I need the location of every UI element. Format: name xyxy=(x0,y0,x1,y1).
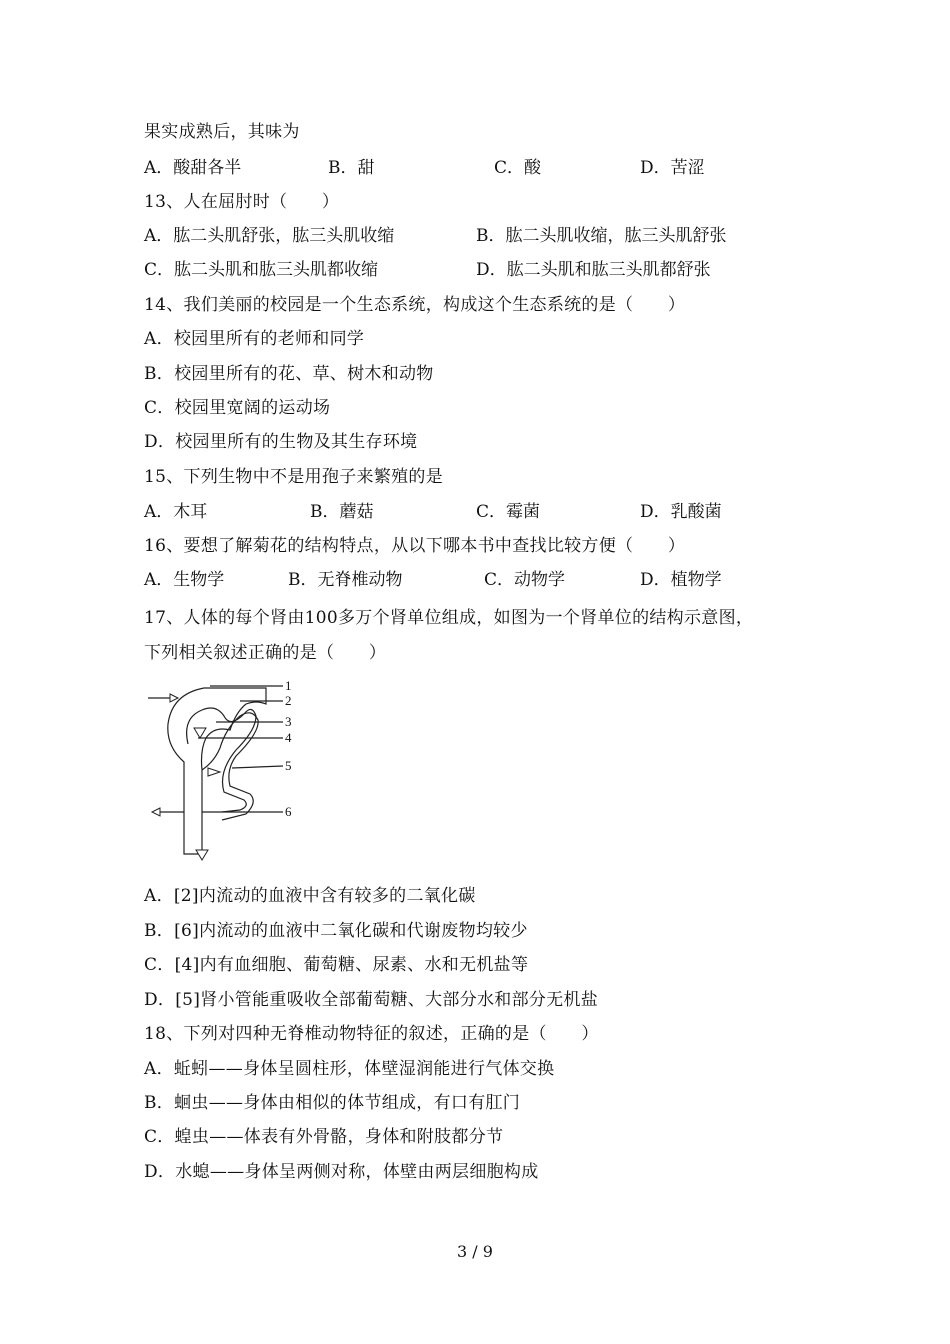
arrow-mid-icon xyxy=(208,768,220,776)
q16-option-d: D．植物学 xyxy=(640,570,722,590)
q14-option-c: C．校园里宽阔的运动场 xyxy=(144,398,331,418)
nephron-inner-tubule xyxy=(187,708,256,812)
arrow-out-icon xyxy=(152,808,160,816)
q13-option-d: D．肱二头肌和肱三头肌都舒张 xyxy=(476,260,711,280)
q12-option-d: D．苦涩 xyxy=(640,158,705,178)
q17-stem-line-1: 17、人体的每个肾由100多万个肾单位组成，如图为一个肾单位的结构示意图， xyxy=(144,608,754,628)
q14-option-b: B．校园里所有的花、草、树木和动物 xyxy=(144,364,434,384)
leader-line-5 xyxy=(232,766,283,768)
q15-option-b: B．蘑菇 xyxy=(310,502,374,522)
q18-option-d: D．水螅——身体呈两侧对称，体壁由两层细胞构成 xyxy=(144,1162,539,1182)
diagram-label-6: 6 xyxy=(285,804,292,819)
q13-option-c: C．肱二头肌和肱三头肌都收缩 xyxy=(144,260,379,280)
diagram-label-4: 4 xyxy=(285,730,292,745)
q13-stem: 13、人在屈肘时（ ） xyxy=(144,192,340,212)
q12-option-a: A．酸甜各半 xyxy=(144,158,242,178)
page-number: 3 / 9 xyxy=(457,1242,493,1261)
q13-option-a: A．肱二头肌舒张，肱三头肌收缩 xyxy=(144,226,395,246)
diagram-label-2: 2 xyxy=(285,693,292,708)
q16-option-b: B．无脊椎动物 xyxy=(288,570,403,590)
arrow-in-icon xyxy=(170,694,178,702)
q18-option-b: B．蛔虫——身体由相似的体节组成，有口有肛门 xyxy=(144,1093,521,1113)
diagram-label-1: 1 xyxy=(285,678,292,693)
q17-option-b: B．[6]内流动的血液中二氧化碳和代谢废物均较少 xyxy=(144,921,528,941)
q17-option-d: D．[5]肾小管能重吸收全部葡萄糖、大部分水和部分无机盐 xyxy=(144,990,599,1010)
q17-option-c: C．[4]内有血细胞、葡萄糖、尿素、水和无机盐等 xyxy=(144,955,529,975)
q14-option-a: A．校园里所有的老师和同学 xyxy=(144,329,365,349)
q17-stem-line-2: 下列相关叙述正确的是（ ） xyxy=(144,643,387,663)
q15-option-c: C．霉菌 xyxy=(476,502,541,522)
q16-option-a: A．生物学 xyxy=(144,570,225,590)
q16-option-c: C．动物学 xyxy=(484,570,566,590)
q13-option-b: B．肱二头肌收缩，肱三头肌舒张 xyxy=(476,226,727,246)
q12-option-c: C．酸 xyxy=(494,158,542,178)
q17-option-a: A．[2]内流动的血液中含有较多的二氧化碳 xyxy=(144,886,476,906)
diagram-label-3: 3 xyxy=(285,714,292,729)
q14-stem: 14、我们美丽的校园是一个生态系统，构成这个生态系统的是（ ） xyxy=(144,295,686,315)
arrow-down-icon xyxy=(196,850,208,860)
q16-stem: 16、要想了解菊花的结构特点，从以下哪本书中查找比较方便（ ） xyxy=(144,536,686,556)
q15-option-d: D．乳酸菌 xyxy=(640,502,722,522)
diagram-label-5: 5 xyxy=(285,758,292,773)
nephron-diagram xyxy=(140,674,310,868)
q18-option-a: A．蚯蚓——身体呈圆柱形，体壁湿润能进行气体交换 xyxy=(144,1059,555,1079)
q15-stem: 15、下列生物中不是用孢子来繁殖的是 xyxy=(144,467,444,487)
q12-option-b: B．甜 xyxy=(328,158,375,178)
intro-line: 果实成熟后，其味为 xyxy=(144,122,300,142)
q14-option-d: D．校园里所有的生物及其生存环境 xyxy=(144,432,418,452)
arrow-glom-icon xyxy=(194,728,206,738)
q18-option-c: C．蝗虫——体表有外骨骼，身体和附肢都分节 xyxy=(144,1127,504,1147)
q18-stem: 18、下列对四种无脊椎动物特征的叙述，正确的是（ ） xyxy=(144,1024,599,1044)
q15-option-a: A．木耳 xyxy=(144,502,208,522)
